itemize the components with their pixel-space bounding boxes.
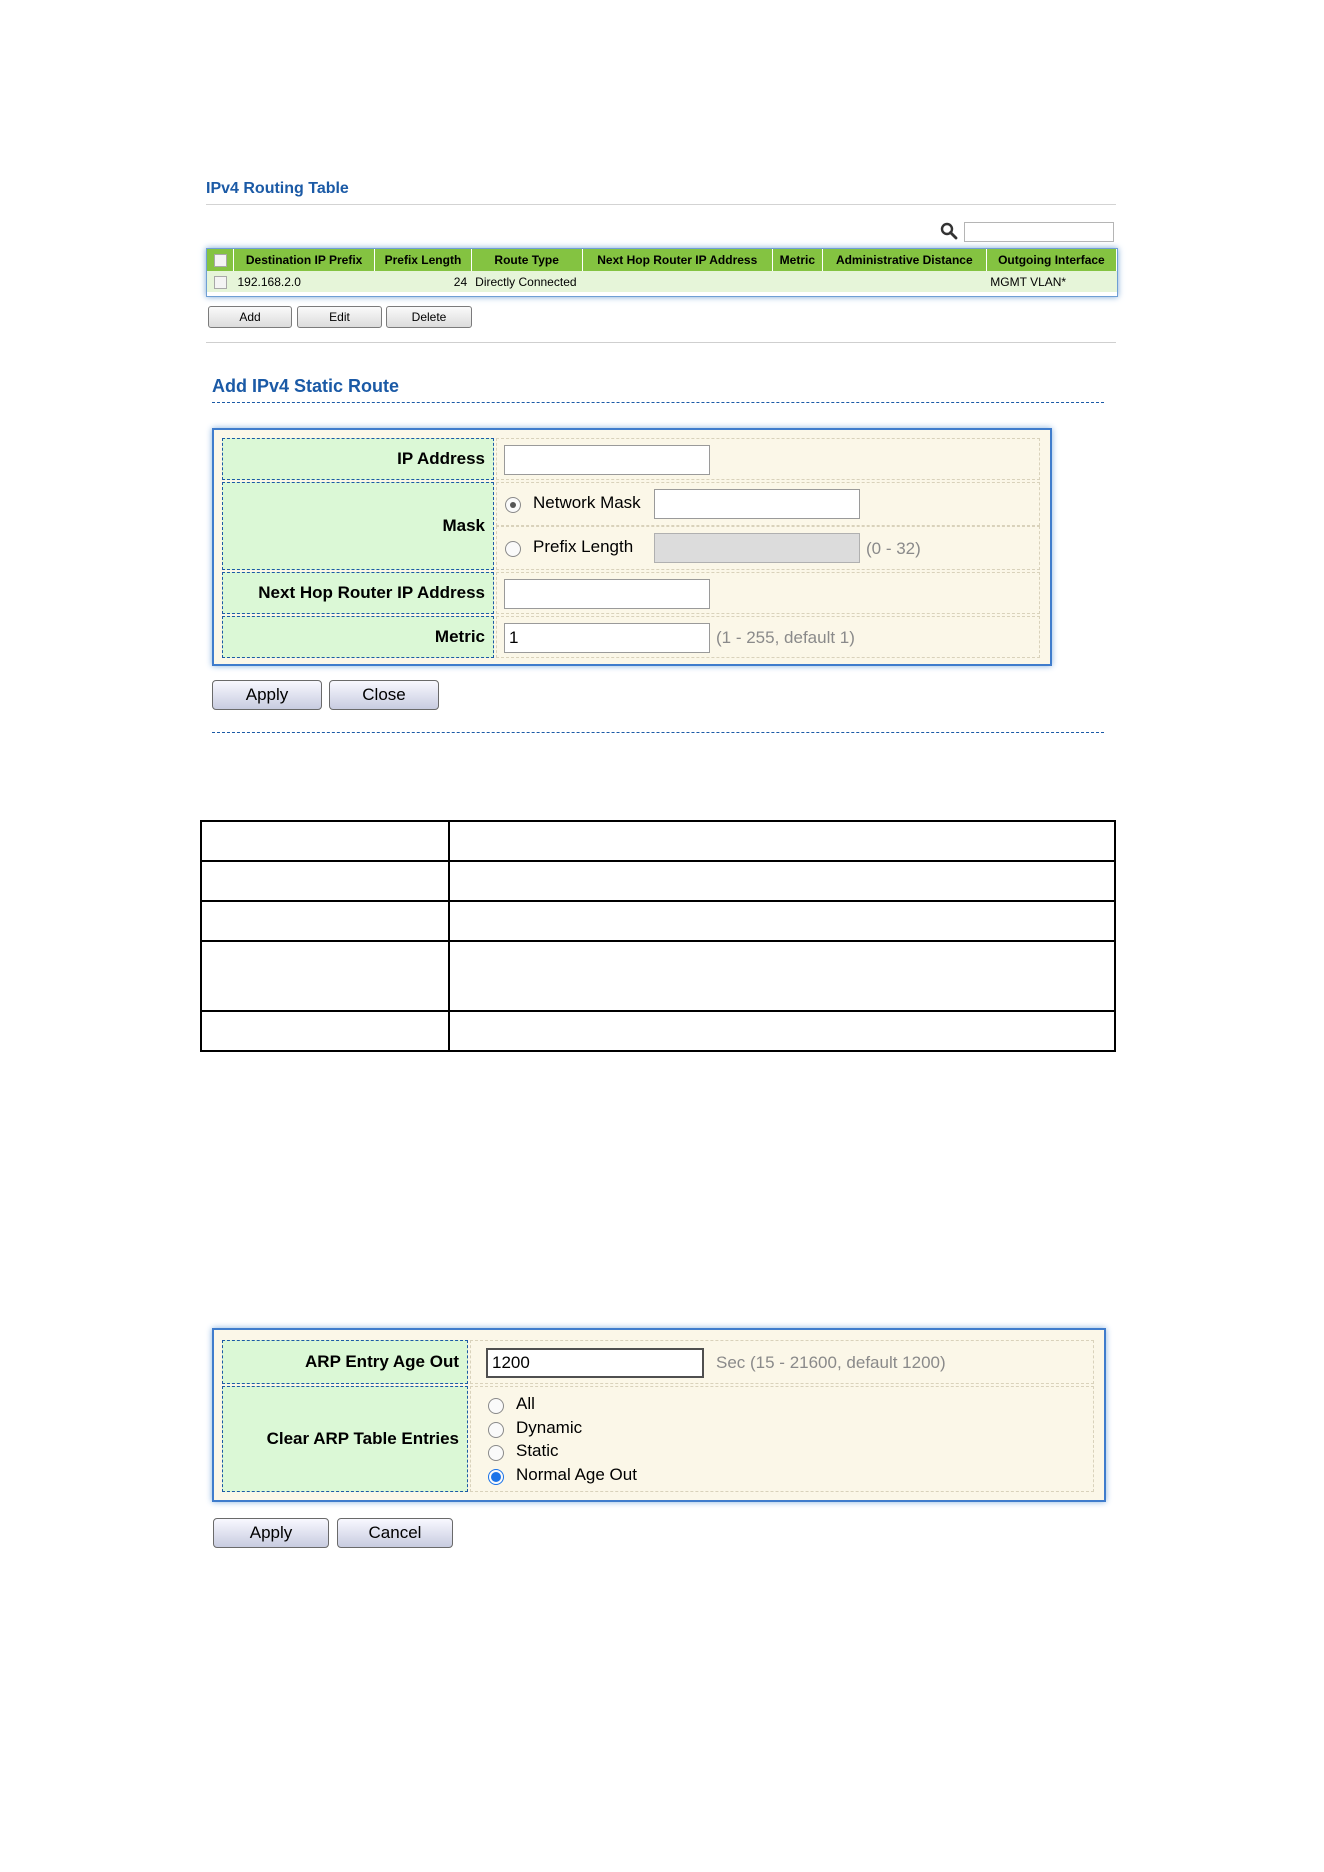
arp-age-out-hint: Sec (15 - 21600, default 1200) bbox=[716, 1353, 946, 1372]
table-cell bbox=[201, 1011, 449, 1051]
table-cell bbox=[201, 941, 449, 1011]
metric-hint: (1 - 255, default 1) bbox=[716, 628, 855, 647]
search-icon[interactable] bbox=[940, 222, 958, 240]
column-header[interactable]: Next Hop Router IP Address bbox=[582, 249, 772, 271]
select-all-header[interactable] bbox=[207, 249, 234, 271]
prefix-length-input bbox=[654, 533, 860, 563]
clear-static-radio[interactable] bbox=[488, 1445, 504, 1461]
cell-prefix-length: 24 bbox=[375, 271, 471, 292]
apply-button[interactable]: Apply bbox=[212, 680, 322, 710]
select-all-checkbox[interactable] bbox=[214, 254, 227, 267]
next-hop-label: Next Hop Router IP Address bbox=[222, 572, 494, 614]
next-hop-input[interactable] bbox=[504, 579, 710, 609]
clear-all-option-label: All bbox=[516, 1394, 535, 1413]
clear-dynamic-option-label: Dynamic bbox=[516, 1418, 583, 1437]
table-header-row bbox=[207, 249, 1117, 271]
table-row[interactable] bbox=[207, 271, 1117, 292]
metric-input[interactable] bbox=[504, 623, 710, 653]
search-input[interactable] bbox=[964, 222, 1114, 242]
description-table bbox=[200, 820, 1116, 1052]
table-cell bbox=[449, 941, 1115, 1011]
arp-cancel-button[interactable]: Cancel bbox=[337, 1518, 453, 1548]
delete-button[interactable]: Delete bbox=[386, 306, 472, 328]
add-button[interactable]: Add bbox=[208, 306, 292, 328]
cell-destination: 192.168.2.0 bbox=[234, 271, 375, 292]
column-header[interactable]: Prefix Length bbox=[375, 249, 471, 271]
arp-settings-form bbox=[212, 1328, 1106, 1502]
table-cell bbox=[201, 901, 449, 941]
form-bottom-divider bbox=[212, 732, 1104, 733]
column-header[interactable]: Metric bbox=[772, 249, 822, 271]
column-header[interactable]: Route Type bbox=[471, 249, 582, 271]
arp-age-out-input[interactable] bbox=[486, 1348, 704, 1378]
metric-label: Metric bbox=[222, 616, 494, 658]
network-mask-option-label: Network Mask bbox=[533, 493, 641, 512]
arp-age-out-label: ARP Entry Age Out bbox=[222, 1340, 468, 1384]
table-row bbox=[201, 1011, 1115, 1051]
section-divider bbox=[206, 342, 1116, 343]
clear-static-option-label: Static bbox=[516, 1441, 559, 1460]
column-header[interactable]: Destination IP Prefix bbox=[234, 249, 375, 271]
column-header[interactable]: Outgoing Interface bbox=[986, 249, 1116, 271]
table-cell bbox=[449, 821, 1115, 861]
network-mask-radio[interactable] bbox=[505, 497, 521, 513]
clear-all-radio[interactable] bbox=[488, 1398, 504, 1414]
table-row bbox=[201, 821, 1115, 861]
routing-table-title: IPv4 Routing Table bbox=[206, 180, 349, 197]
cell-next-hop bbox=[582, 271, 772, 292]
table-cell bbox=[201, 861, 449, 901]
table-cell bbox=[449, 861, 1115, 901]
table-cell bbox=[201, 821, 449, 861]
cell-outgoing-interface: MGMT VLAN* bbox=[986, 271, 1116, 292]
ip-address-label: IP Address bbox=[222, 438, 494, 480]
clear-arp-label: Clear ARP Table Entries bbox=[222, 1386, 468, 1492]
column-header[interactable]: Administrative Distance bbox=[822, 249, 986, 271]
mask-label: Mask bbox=[222, 482, 494, 570]
arp-apply-button[interactable]: Apply bbox=[213, 1518, 329, 1548]
table-row bbox=[201, 861, 1115, 901]
table-row bbox=[201, 901, 1115, 941]
title-divider bbox=[206, 204, 1116, 205]
static-route-title: Add IPv4 Static Route bbox=[212, 376, 400, 396]
clear-dynamic-radio[interactable] bbox=[488, 1422, 504, 1438]
cell-admin-distance bbox=[822, 271, 986, 292]
clear-normal-age-out-option-label: Normal Age Out bbox=[516, 1465, 637, 1484]
title-underline bbox=[212, 402, 1104, 403]
cell-route-type: Directly Connected bbox=[471, 271, 582, 292]
close-button[interactable]: Close bbox=[329, 680, 439, 710]
table-cell bbox=[449, 901, 1115, 941]
prefix-length-hint: (0 - 32) bbox=[866, 539, 921, 558]
clear-normal-age-out-radio[interactable] bbox=[488, 1469, 504, 1485]
row-checkbox[interactable] bbox=[214, 276, 227, 289]
table-row bbox=[201, 941, 1115, 1011]
routing-table bbox=[206, 248, 1118, 297]
ip-address-input[interactable] bbox=[504, 445, 710, 475]
static-route-form bbox=[212, 428, 1052, 666]
table-cell bbox=[449, 1011, 1115, 1051]
network-mask-input[interactable] bbox=[654, 489, 860, 519]
prefix-length-option-label: Prefix Length bbox=[533, 537, 634, 556]
cell-metric bbox=[772, 271, 822, 292]
edit-button[interactable]: Edit bbox=[297, 306, 382, 328]
prefix-length-radio[interactable] bbox=[505, 541, 521, 557]
row-select-cell[interactable] bbox=[207, 271, 234, 292]
